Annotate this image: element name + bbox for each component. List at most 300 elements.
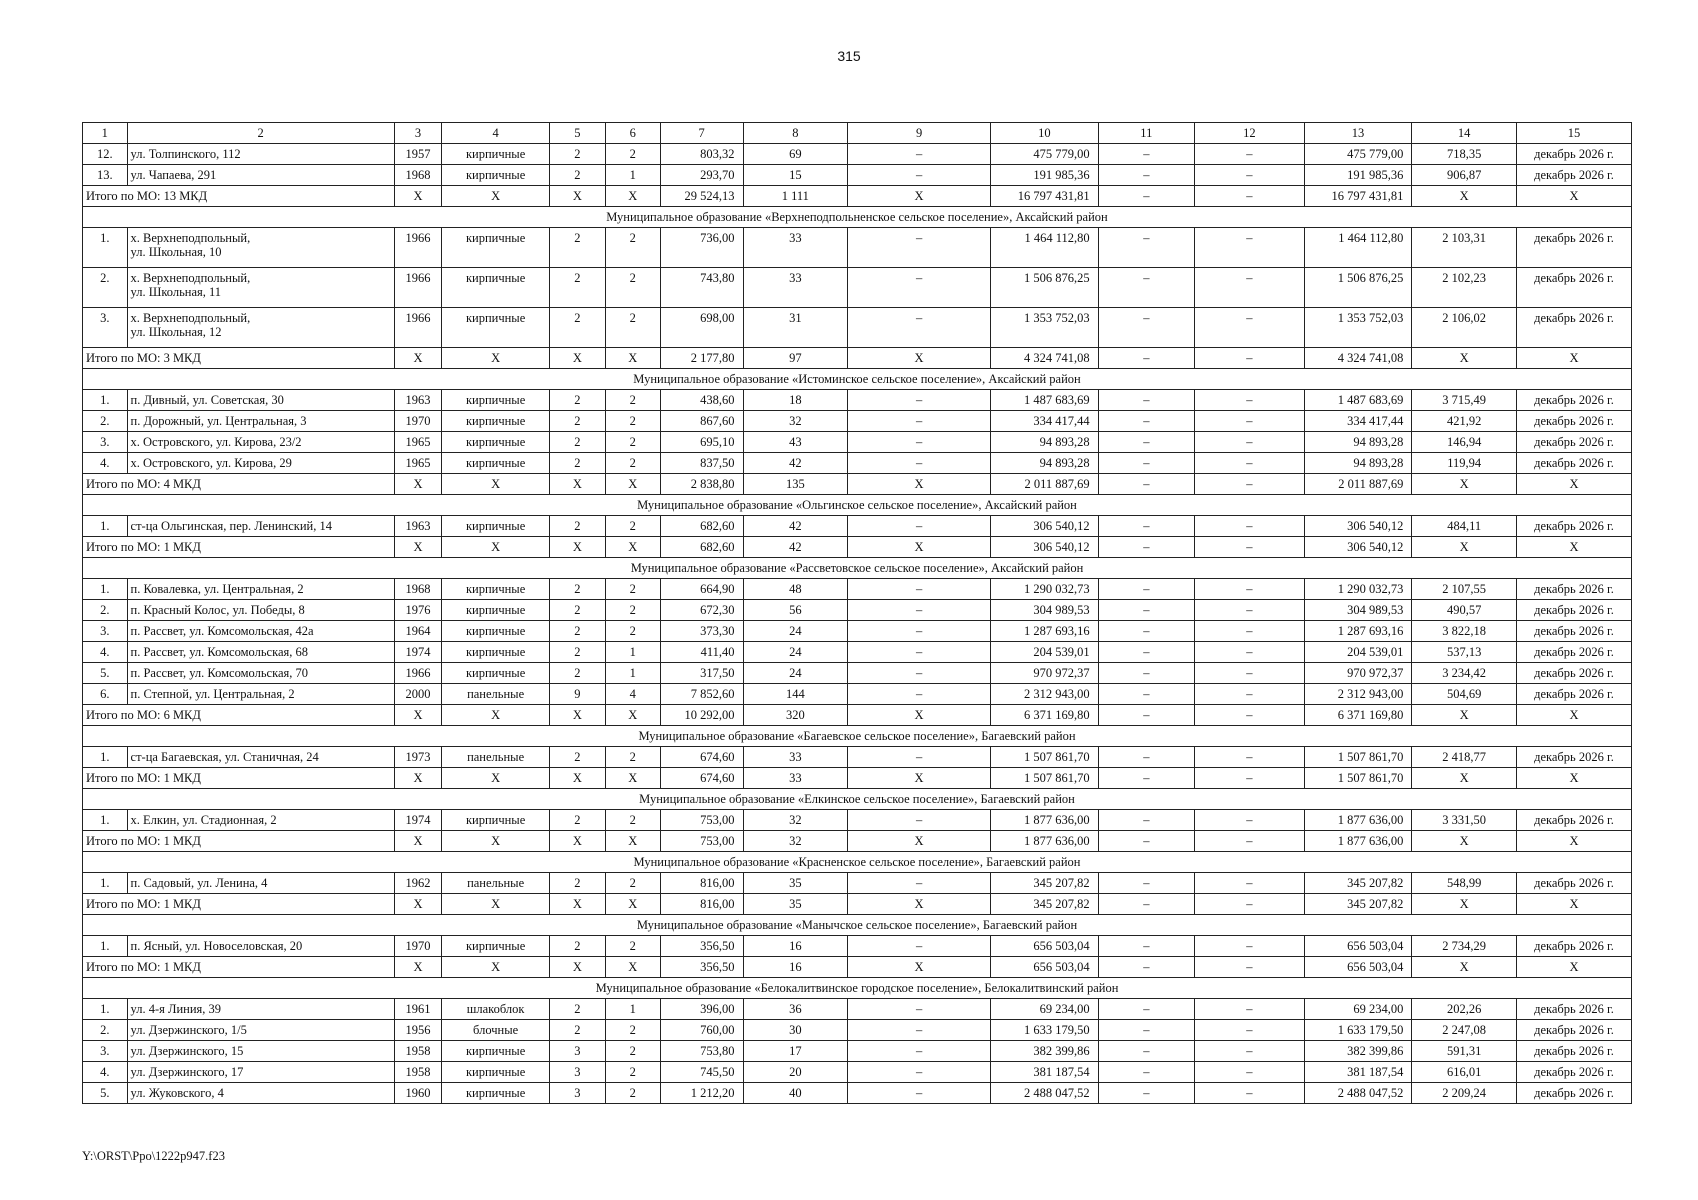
table-cell: декабрь 2026 г.: [1516, 642, 1631, 663]
table-cell: кирпичные: [442, 390, 550, 411]
table-cell: –: [848, 999, 991, 1020]
row-index-cell: 2.: [83, 411, 128, 432]
table-cell: декабрь 2026 г.: [1516, 432, 1631, 453]
subtotal-cell: X: [1516, 705, 1631, 726]
table-cell: 1965: [394, 432, 442, 453]
row-index-cell: 2.: [83, 1020, 128, 1041]
table-cell: 2: [549, 268, 605, 308]
table-cell: 24: [743, 663, 848, 684]
table-cell: 484,11: [1412, 516, 1517, 537]
subtotal-cell: X: [394, 705, 442, 726]
column-number-header-cell: 15: [1516, 123, 1631, 144]
subtotal-cell: X: [442, 474, 550, 495]
table-cell: кирпичные: [442, 621, 550, 642]
subtotal-label: Итого по МО: 1 МКД: [83, 537, 395, 558]
table-cell: 1961: [394, 999, 442, 1020]
table-cell: 1 506 876,25: [1304, 268, 1412, 308]
address-cell: ул. 4-я Линия, 39: [127, 999, 394, 1020]
registry-body: [83, 123, 1632, 1104]
table-cell: 3: [549, 1083, 605, 1104]
municipality-title: Муниципальное образование «Ольгинское сельское поселение», Аксайский район: [83, 495, 1632, 516]
table-cell: –: [848, 165, 991, 186]
table-cell: 20: [743, 1062, 848, 1083]
table-row: [83, 390, 1632, 411]
table-cell: 43: [743, 432, 848, 453]
table-cell: 970 972,37: [991, 663, 1099, 684]
row-index-cell: 1.: [83, 516, 128, 537]
table-cell: –: [848, 747, 991, 768]
page-number: 315: [837, 48, 861, 64]
table-cell: 1 877 636,00: [991, 810, 1099, 831]
table-cell: 1968: [394, 579, 442, 600]
address-cell: х. Верхнеподпольный, ул. Школьная, 12: [127, 308, 394, 348]
address-cell: п. Рассвет, ул. Комсомольская, 70: [127, 663, 394, 684]
table-cell: панельные: [442, 873, 550, 894]
table-cell: декабрь 2026 г.: [1516, 1020, 1631, 1041]
subtotal-cell: X: [1412, 474, 1517, 495]
table-cell: –: [1194, 1041, 1304, 1062]
table-cell: декабрь 2026 г.: [1516, 268, 1631, 308]
row-index-cell: 1.: [83, 390, 128, 411]
table-cell: –: [1194, 165, 1304, 186]
table-cell: 3 822,18: [1412, 621, 1517, 642]
subtotal-cell: –: [1194, 768, 1304, 789]
table-cell: –: [848, 453, 991, 474]
table-cell: кирпичные: [442, 268, 550, 308]
table-row: [83, 873, 1632, 894]
table-cell: кирпичные: [442, 165, 550, 186]
table-cell: 33: [743, 228, 848, 268]
table-row: [83, 579, 1632, 600]
table-cell: –: [848, 1020, 991, 1041]
subtotal-cell: X: [848, 894, 991, 915]
table-cell: 381 187,54: [991, 1062, 1099, 1083]
address-cell: ст-ца Ольгинская, пер. Ленинский, 14: [127, 516, 394, 537]
table-cell: –: [1194, 621, 1304, 642]
subtotal-cell: X: [848, 768, 991, 789]
table-cell: –: [1098, 308, 1194, 348]
subtotal-row: [83, 831, 1632, 852]
subtotal-cell: X: [549, 348, 605, 369]
table-cell: 1 464 112,80: [1304, 228, 1412, 268]
subtotal-label: Итого по МО: 3 МКД: [83, 348, 395, 369]
address-cell: п. Рассвет, ул. Комсомольская, 68: [127, 642, 394, 663]
table-cell: 1 353 752,03: [1304, 308, 1412, 348]
table-row: [83, 600, 1632, 621]
subtotal-cell: X: [549, 537, 605, 558]
subtotal-label: Итого по МО: 4 МКД: [83, 474, 395, 495]
table-cell: кирпичные: [442, 1083, 550, 1104]
address-cell: х. Островского, ул. Кирова, 29: [127, 453, 394, 474]
footer-file-path: Y:\ORST\Ppo\1222p947.f23: [82, 1149, 225, 1163]
table-cell: 202,26: [1412, 999, 1517, 1020]
table-cell: –: [1098, 1062, 1194, 1083]
address-cell: ул. Толпинского, 112: [127, 144, 394, 165]
table-cell: –: [848, 308, 991, 348]
subtotal-cell: 4 324 741,08: [991, 348, 1099, 369]
table-cell: 672,30: [660, 600, 743, 621]
municipality-title: Муниципальное образование «Верхнеподпольненское сельское поселение», Аксайский район: [83, 207, 1632, 228]
table-cell: 381 187,54: [1304, 1062, 1412, 1083]
table-cell: 504,69: [1412, 684, 1517, 705]
table-cell: шлакоблок: [442, 999, 550, 1020]
table-cell: –: [1098, 268, 1194, 308]
subtotal-cell: X: [848, 348, 991, 369]
table-cell: 421,92: [1412, 411, 1517, 432]
subtotal-cell: 674,60: [660, 768, 743, 789]
subtotal-cell: X: [1516, 348, 1631, 369]
table-cell: –: [848, 1041, 991, 1062]
table-cell: 56: [743, 600, 848, 621]
table-cell: 803,32: [660, 144, 743, 165]
table-cell: 94 893,28: [991, 432, 1099, 453]
subtotal-cell: –: [1098, 894, 1194, 915]
subtotal-cell: X: [605, 186, 660, 207]
table-cell: 69 234,00: [1304, 999, 1412, 1020]
subtotal-cell: X: [394, 474, 442, 495]
table-cell: декабрь 2026 г.: [1516, 579, 1631, 600]
subtotal-cell: –: [1098, 474, 1194, 495]
table-cell: 970 972,37: [1304, 663, 1412, 684]
table-cell: блочные: [442, 1020, 550, 1041]
table-cell: 2: [549, 453, 605, 474]
subtotal-cell: X: [1516, 474, 1631, 495]
table-cell: кирпичные: [442, 144, 550, 165]
table-cell: 1 507 861,70: [991, 747, 1099, 768]
table-cell: –: [1098, 411, 1194, 432]
table-cell: 2: [549, 308, 605, 348]
table-cell: декабрь 2026 г.: [1516, 308, 1631, 348]
table-cell: 2: [605, 1020, 660, 1041]
table-cell: –: [1098, 390, 1194, 411]
subtotal-cell: X: [1516, 831, 1631, 852]
subtotal-row: [83, 537, 1632, 558]
subtotal-cell: X: [442, 705, 550, 726]
table-cell: –: [848, 579, 991, 600]
subtotal-cell: X: [549, 186, 605, 207]
table-cell: 2: [605, 308, 660, 348]
table-cell: декабрь 2026 г.: [1516, 747, 1631, 768]
subtotal-cell: 16: [743, 957, 848, 978]
table-cell: 15: [743, 165, 848, 186]
table-cell: 2: [605, 810, 660, 831]
column-number-header-cell: 11: [1098, 123, 1194, 144]
table-cell: –: [848, 390, 991, 411]
table-cell: 1 487 683,69: [991, 390, 1099, 411]
table-cell: 753,80: [660, 1041, 743, 1062]
table-cell: 2 312 943,00: [991, 684, 1099, 705]
table-cell: 1966: [394, 308, 442, 348]
table-cell: –: [1098, 228, 1194, 268]
table-cell: –: [1098, 810, 1194, 831]
column-number-header-cell: 12: [1194, 123, 1304, 144]
table-row: [83, 1020, 1632, 1041]
municipality-title: Муниципальное образование «Белокалитвинское городское поселение», Белокалитвинский район: [83, 978, 1632, 999]
table-cell: декабрь 2026 г.: [1516, 600, 1631, 621]
table-cell: 2: [549, 432, 605, 453]
table-cell: 2 734,29: [1412, 936, 1517, 957]
municipality-section-row: [83, 978, 1632, 999]
subtotal-cell: X: [848, 186, 991, 207]
table-cell: –: [1098, 621, 1194, 642]
subtotal-cell: –: [1098, 957, 1194, 978]
table-cell: –: [1194, 642, 1304, 663]
subtotal-cell: X: [549, 705, 605, 726]
table-cell: –: [848, 432, 991, 453]
table-cell: –: [848, 411, 991, 432]
row-index-cell: 1.: [83, 999, 128, 1020]
table-row: [83, 642, 1632, 663]
table-cell: 356,50: [660, 936, 743, 957]
table-cell: 1 290 032,73: [991, 579, 1099, 600]
table-cell: 31: [743, 308, 848, 348]
table-cell: –: [848, 621, 991, 642]
subtotal-cell: –: [1194, 831, 1304, 852]
table-cell: 1: [605, 165, 660, 186]
table-cell: декабрь 2026 г.: [1516, 1083, 1631, 1104]
subtotal-cell: X: [442, 957, 550, 978]
table-cell: 745,50: [660, 1062, 743, 1083]
municipality-title: Муниципальное образование «Багаевское сельское поселение», Багаевский район: [83, 726, 1632, 747]
subtotal-cell: 356,50: [660, 957, 743, 978]
table-cell: 1 212,20: [660, 1083, 743, 1104]
table-cell: 2: [549, 516, 605, 537]
table-cell: 2: [605, 1041, 660, 1062]
subtotal-cell: X: [442, 186, 550, 207]
subtotal-cell: 1 877 636,00: [991, 831, 1099, 852]
subtotal-cell: –: [1098, 348, 1194, 369]
table-cell: 1 464 112,80: [991, 228, 1099, 268]
subtotal-cell: X: [605, 537, 660, 558]
subtotal-label: Итого по МО: 6 МКД: [83, 705, 395, 726]
table-cell: 1957: [394, 144, 442, 165]
table-cell: 2 488 047,52: [991, 1083, 1099, 1104]
subtotal-cell: 42: [743, 537, 848, 558]
table-cell: 837,50: [660, 453, 743, 474]
column-number-header-cell: 10: [991, 123, 1099, 144]
subtotal-cell: X: [848, 831, 991, 852]
address-cell: п. Дорожный, ул. Центральная, 3: [127, 411, 394, 432]
subtotal-cell: 2 011 887,69: [1304, 474, 1412, 495]
table-cell: 1 287 693,16: [1304, 621, 1412, 642]
address-cell: п. Ковалевка, ул. Центральная, 2: [127, 579, 394, 600]
table-cell: 16: [743, 936, 848, 957]
table-cell: 1960: [394, 1083, 442, 1104]
table-cell: 2 488 047,52: [1304, 1083, 1412, 1104]
subtotal-cell: –: [1194, 186, 1304, 207]
subtotal-cell: –: [1194, 894, 1304, 915]
subtotal-cell: X: [549, 957, 605, 978]
municipality-title: Муниципальное образование «Рассветовское сельское поселение», Аксайский район: [83, 558, 1632, 579]
address-cell: х. Верхнеподпольный, ул. Школьная, 10: [127, 228, 394, 268]
address-cell: ул. Дзержинского, 17: [127, 1062, 394, 1083]
address-cell: п. Рассвет, ул. Комсомольская, 42а: [127, 621, 394, 642]
table-cell: 2: [549, 999, 605, 1020]
address-cell: п. Дивный, ул. Советская, 30: [127, 390, 394, 411]
table-cell: –: [1098, 663, 1194, 684]
table-cell: 32: [743, 810, 848, 831]
column-number-header-cell: 1: [83, 123, 128, 144]
table-cell: –: [848, 810, 991, 831]
table-cell: 334 417,44: [991, 411, 1099, 432]
table-cell: 867,60: [660, 411, 743, 432]
subtotal-cell: X: [848, 537, 991, 558]
table-cell: –: [1098, 747, 1194, 768]
table-cell: кирпичные: [442, 228, 550, 268]
subtotal-cell: 4 324 741,08: [1304, 348, 1412, 369]
table-cell: 1 877 636,00: [1304, 810, 1412, 831]
table-cell: –: [1098, 165, 1194, 186]
table-cell: 3 234,42: [1412, 663, 1517, 684]
table-cell: 35: [743, 873, 848, 894]
table-cell: 2: [549, 144, 605, 165]
column-number-header-cell: 13: [1304, 123, 1412, 144]
table-cell: –: [848, 268, 991, 308]
table-cell: –: [1194, 411, 1304, 432]
address-cell: ул. Жуковского, 4: [127, 1083, 394, 1104]
table-cell: 42: [743, 453, 848, 474]
subtotal-cell: –: [1194, 705, 1304, 726]
table-cell: 537,13: [1412, 642, 1517, 663]
subtotal-cell: 345 207,82: [991, 894, 1099, 915]
table-cell: 674,60: [660, 747, 743, 768]
table-cell: 2 106,02: [1412, 308, 1517, 348]
municipality-section-row: [83, 495, 1632, 516]
table-cell: 1964: [394, 621, 442, 642]
table-cell: –: [1098, 1083, 1194, 1104]
subtotal-cell: X: [394, 831, 442, 852]
table-cell: –: [848, 663, 991, 684]
table-cell: 1970: [394, 411, 442, 432]
row-index-cell: 1.: [83, 747, 128, 768]
subtotal-cell: X: [442, 537, 550, 558]
subtotal-cell: 1 507 861,70: [991, 768, 1099, 789]
table-cell: декабрь 2026 г.: [1516, 663, 1631, 684]
subtotal-cell: X: [605, 474, 660, 495]
table-cell: 1965: [394, 453, 442, 474]
subtotal-cell: X: [442, 831, 550, 852]
table-cell: 2 312 943,00: [1304, 684, 1412, 705]
table-row: [83, 432, 1632, 453]
table-cell: 144: [743, 684, 848, 705]
table-cell: –: [1098, 999, 1194, 1020]
table-cell: панельные: [442, 747, 550, 768]
table-cell: 1 633 179,50: [991, 1020, 1099, 1041]
subtotal-cell: 16 797 431,81: [1304, 186, 1412, 207]
municipality-section-row: [83, 369, 1632, 390]
row-index-cell: 13.: [83, 165, 128, 186]
table-cell: 2 209,24: [1412, 1083, 1517, 1104]
table-cell: 1 487 683,69: [1304, 390, 1412, 411]
table-cell: декабрь 2026 г.: [1516, 1041, 1631, 1062]
row-index-cell: 4.: [83, 642, 128, 663]
column-number-header-cell: 3: [394, 123, 442, 144]
table-cell: 2: [549, 1020, 605, 1041]
table-cell: 1963: [394, 390, 442, 411]
subtotal-cell: X: [605, 705, 660, 726]
table-cell: –: [1098, 600, 1194, 621]
table-cell: 3: [549, 1062, 605, 1083]
row-index-cell: 3.: [83, 432, 128, 453]
table-row: [83, 621, 1632, 642]
table-cell: декабрь 2026 г.: [1516, 1062, 1631, 1083]
table-cell: –: [1194, 579, 1304, 600]
subtotal-cell: X: [549, 768, 605, 789]
table-cell: 2: [549, 747, 605, 768]
subtotal-cell: X: [1516, 894, 1631, 915]
subtotal-cell: 345 207,82: [1304, 894, 1412, 915]
table-cell: –: [848, 1062, 991, 1083]
table-cell: –: [1194, 308, 1304, 348]
table-row: [83, 411, 1632, 432]
table-cell: –: [1194, 1062, 1304, 1083]
table-cell: 2: [605, 228, 660, 268]
table-cell: 2: [549, 600, 605, 621]
table-cell: кирпичные: [442, 936, 550, 957]
table-cell: 345 207,82: [1304, 873, 1412, 894]
address-cell: ул. Дзержинского, 1/5: [127, 1020, 394, 1041]
table-cell: –: [848, 642, 991, 663]
table-row: [83, 268, 1632, 308]
table-cell: 2: [605, 390, 660, 411]
subtotal-cell: X: [848, 474, 991, 495]
subtotal-cell: X: [1412, 348, 1517, 369]
subtotal-label: Итого по МО: 1 МКД: [83, 894, 395, 915]
table-cell: 656 503,04: [991, 936, 1099, 957]
column-number-header-cell: 14: [1412, 123, 1517, 144]
address-cell: п. Ясный, ул. Новоселовская, 20: [127, 936, 394, 957]
table-cell: 334 417,44: [1304, 411, 1412, 432]
table-cell: 306 540,12: [1304, 516, 1412, 537]
table-cell: 718,35: [1412, 144, 1517, 165]
column-number-header-cell: 7: [660, 123, 743, 144]
subtotal-cell: 753,00: [660, 831, 743, 852]
subtotal-cell: –: [1194, 537, 1304, 558]
table-cell: декабрь 2026 г.: [1516, 684, 1631, 705]
table-cell: 1970: [394, 936, 442, 957]
subtotal-cell: X: [848, 957, 991, 978]
subtotal-cell: 16 797 431,81: [991, 186, 1099, 207]
subtotal-cell: X: [442, 768, 550, 789]
address-cell: п. Садовый, ул. Ленина, 4: [127, 873, 394, 894]
subtotal-cell: X: [1412, 894, 1517, 915]
table-cell: 736,00: [660, 228, 743, 268]
municipality-section-row: [83, 726, 1632, 747]
table-cell: 2 247,08: [1412, 1020, 1517, 1041]
table-cell: 2: [549, 228, 605, 268]
table-cell: 2 103,31: [1412, 228, 1517, 268]
table-cell: 816,00: [660, 873, 743, 894]
subtotal-cell: 1 507 861,70: [1304, 768, 1412, 789]
table-cell: 438,60: [660, 390, 743, 411]
row-index-cell: 2.: [83, 600, 128, 621]
row-index-cell: 2.: [83, 268, 128, 308]
table-cell: 1976: [394, 600, 442, 621]
table-cell: 382 399,86: [991, 1041, 1099, 1062]
table-cell: –: [1098, 432, 1194, 453]
table-cell: 698,00: [660, 308, 743, 348]
table-cell: 7 852,60: [660, 684, 743, 705]
table-cell: 2: [549, 621, 605, 642]
municipality-title: Муниципальное образование «Елкинское сельское поселение», Багаевский район: [83, 789, 1632, 810]
subtotal-cell: 97: [743, 348, 848, 369]
table-cell: –: [1098, 1041, 1194, 1062]
subtotal-cell: X: [605, 957, 660, 978]
row-index-cell: 5.: [83, 663, 128, 684]
column-number-header-cell: 4: [442, 123, 550, 144]
table-cell: 69 234,00: [991, 999, 1099, 1020]
subtotal-cell: X: [1412, 768, 1517, 789]
